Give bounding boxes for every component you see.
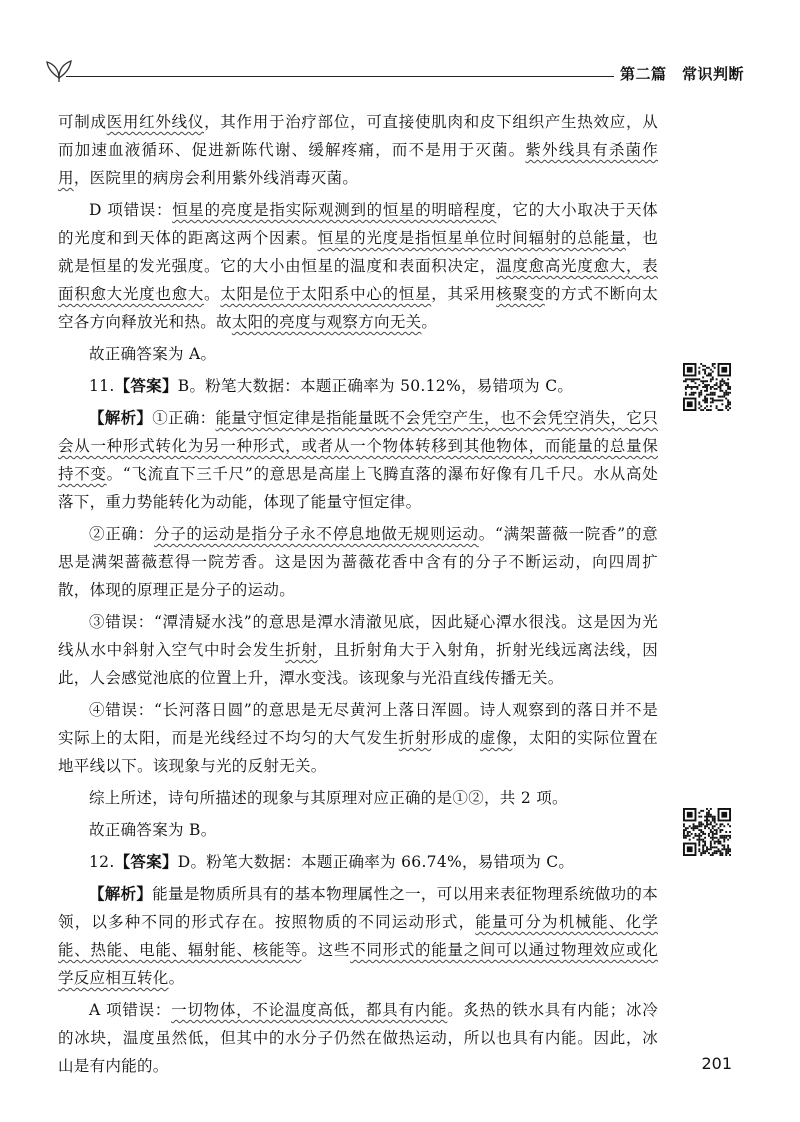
section-title: 第二篇 常识判断 bbox=[620, 65, 745, 83]
header-rule bbox=[66, 76, 614, 77]
paragraph: ④错误：“长河落日圆”的意思是无尽黄河上落日浑圆。诗人观察到的落日并不是实际上的太阳，而是光线经过不均匀的大气发生折射形成的虚像，太阳的实际位置在地平线以下。该现象与光的反射无关。 bbox=[58, 701, 659, 775]
paragraph: ②正确：分子的运动是指分子永不停息地做无规则运动。“满架蔷薇一院香”的意思是满架蔷薇惹得一院芳香。这是因为蔷薇花香中含有的分子不断运动，向四周扩散，体现的原理正是分子的运动。 bbox=[58, 525, 658, 599]
paragraph: 【解析】能量是物质所具有的基本物理属性之一，可以用来表征物理系统做功的本领，以多种不同的形式存在。按照物质的不同运动形式，能量可分为机械能、化学能、热能、电能、辐射能、核能等。这些不同形式的能量之间可以通过物理效应或化学反应相互转化。 bbox=[58, 884, 659, 987]
question-answer-header: 11.【答案】B。粉笔大数据：本题正确率为 50.12%，易错项为 C。 bbox=[89, 376, 574, 395]
answer-line: 故正确答案为 B。 bbox=[89, 821, 217, 839]
page-body bbox=[58, 108, 658, 1084]
paragraph: 可制成医用红外线仪，其作用于治疗部位，可直接使肌肉和皮下组织产生热效应，从而加速血液循环、促进新陈代谢、缓解疼痛，而不是用于灭菌。紫外线具有杀菌作用，医院里的病房会利用紫外线消毒灭菌。 bbox=[58, 113, 658, 187]
paragraph: A 项错误：一切物体，不论温度高低，都具有内能。炙热的铁水具有内能；冰冷的冰块，温度虽然低，但其中的水分子仍然在做热运动，所以也具有内能。因此，冰山是有内能的。 bbox=[58, 1001, 658, 1075]
qr-code-icon[interactable] bbox=[683, 363, 731, 411]
question-answer-header: 12.【答案】D。粉笔大数据：本题正确率为 66.74%，易错项为 C。 bbox=[89, 852, 575, 871]
answer-line: 故正确答案为 A。 bbox=[89, 345, 217, 363]
qr-code-icon[interactable] bbox=[683, 808, 731, 856]
leaf-icon bbox=[44, 56, 74, 82]
paragraph: 【解析】①正确：能量守恒定律是指能量既不会凭空产生，也不会凭空消失，它只会从一种形式转化为另一种形式，或者从一个物体转移到其他物体，而能量的总量保持不变。“飞流直下三千尺”的意思是高崖上飞腾直落的瀑布好像有几千尺。水从高处落下，重力势能转化为动能，体现了能量守恒定律。 bbox=[58, 408, 659, 511]
paragraph: D 项错误：恒星的亮度是指实际观测到的恒星的明暗程度，它的大小取决于天体的光度和到天体的距离这两个因素。恒星的光度是指恒星单位时间辐射的总能量，也就是恒星的发光强度。它的大小由恒星的温度和表面积决定，温度愈高光度愈大，表面积愈大光度也愈大。太阳是位于太阳系中心的恒星，其采用核聚变的方式不断向太空各方向释放光和热。故太阳的亮度与观察方向无关。 bbox=[58, 201, 659, 331]
paragraph: ③错误：“潭清疑水浅”的意思是潭水清澈见底，因此疑心潭水很浅。这是因为光线从水中斜射入空气中时会发生折射，且折射角大于入射角，折射光线远离法线，因此，人会感觉池底的位置上升，潭水变浅。该现象与光沿直线传播无关。 bbox=[58, 613, 658, 687]
page-number: 201 bbox=[701, 1054, 732, 1073]
summary-line: 综上所述，诗句所描述的现象与其原理对应正确的是①②，共 2 项。 bbox=[89, 789, 568, 807]
